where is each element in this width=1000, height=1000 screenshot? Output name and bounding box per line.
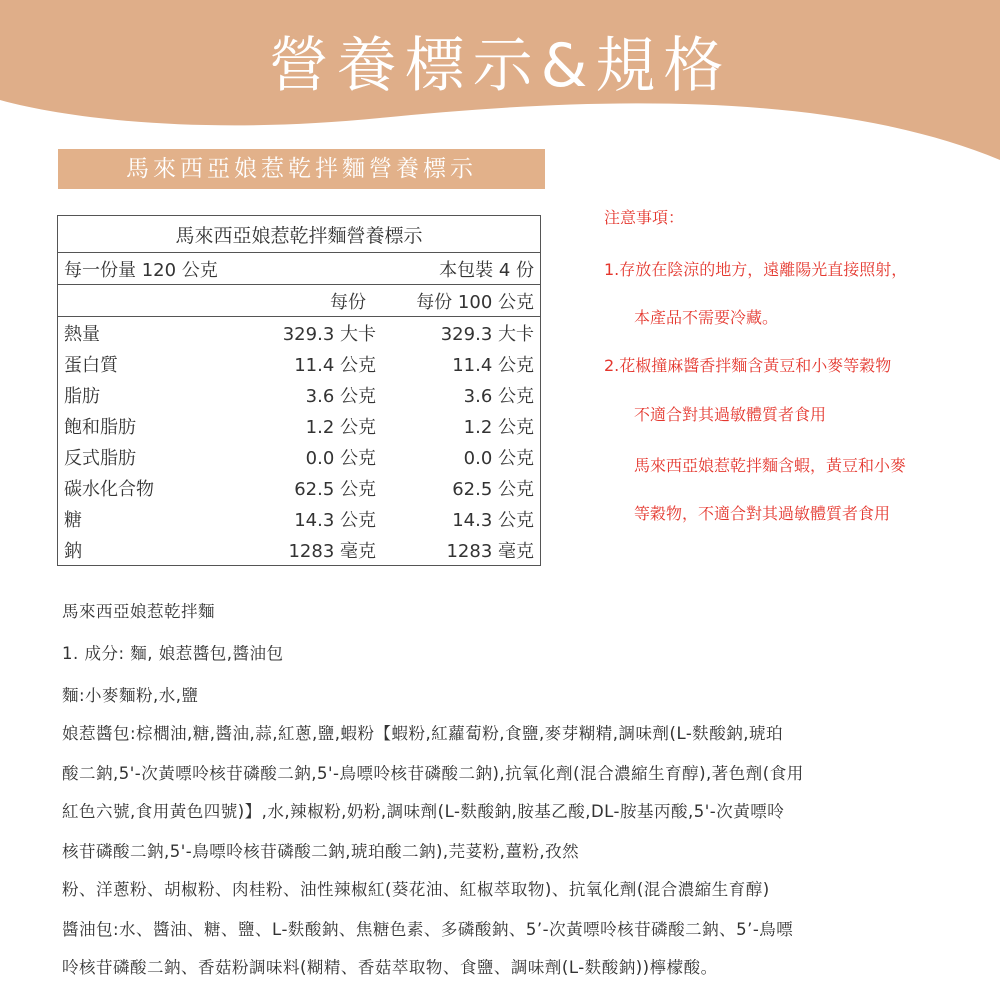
notes-heading: 注意事項：: [604, 208, 685, 227]
note-line: 馬來西亞娘惹乾拌麵含蝦，黃豆和小麥: [634, 456, 907, 475]
nutrient-name: 蛋白質: [64, 354, 118, 376]
note-line: 不適合對其過敏體質者食用: [634, 405, 827, 424]
per-serving-value: 14.3 公克: [294, 509, 376, 531]
per-serving-value: 11.4 公克: [294, 354, 376, 376]
note-line: 本產品不需要冷藏。: [634, 308, 779, 327]
table-row: [58, 348, 541, 379]
per-serving-value: 62.5 公克: [294, 478, 376, 500]
ingredients-line: 粉、洋蔥粉、胡椒粉、肉桂粉、油性辣椒紅(葵花油、紅椒萃取物)、抗氧化劑(混合濃縮生育醇): [62, 880, 770, 899]
column-header-per-serving: 每份: [220, 285, 380, 317]
per-100g-value: 329.3 大卡: [440, 323, 534, 345]
ingredients-line: 核苷磷酸二鈉,5'-鳥嘌呤核苷磷酸二鈉,琥珀酸二鈉),芫荽粉,薑粉,孜然: [62, 842, 580, 861]
per-serving-value: 329.3 大卡: [282, 323, 376, 345]
nutrition-title: 馬來西亞娘惹乾拌麵營養標示: [58, 216, 541, 253]
column-header-row: [58, 285, 541, 317]
nutrition-title-row: [58, 216, 541, 253]
per-100g-value: 3.6 公克: [463, 385, 534, 407]
ingredients-line: 醬油包:水、醬油、糖、鹽、L-麩酸鈉、焦糖色素、多磷酸鈉、5’-次黃嘌呤核苷磷酸二鈉、5’-鳥嘌: [62, 920, 794, 939]
per-100g-value: 0.0 公克: [463, 447, 534, 469]
note-line: 2.花椒撞麻醬香拌麵含黃豆和小麥等穀物: [604, 356, 892, 375]
table-row: [58, 534, 541, 566]
servings-per-package: 本包裝 4 份: [380, 253, 541, 285]
table-row: [58, 441, 541, 472]
per-100g-value: 1.2 公克: [463, 416, 534, 438]
ingredients-line: 1. 成分: 麵, 娘惹醬包,醬油包: [62, 644, 284, 663]
serving-row: [58, 253, 541, 285]
ingredients-line: 娘惹醬包:棕櫚油,糖,醬油,蒜,紅蔥,鹽,蝦粉【蝦粉,紅蘿蔔粉,食鹽,麥芽糊精,調味劑(L-麩酸鈉,琥珀: [62, 724, 784, 743]
nutrient-name: 糖: [64, 509, 82, 531]
per-100g-value: 14.3 公克: [452, 509, 534, 531]
product-name: 馬來西亞娘惹乾拌麵: [62, 602, 215, 621]
header-banner: [0, 0, 1000, 170]
column-header-per-100g: 每份 100 公克: [380, 285, 541, 317]
per-serving-value: 3.6 公克: [305, 385, 376, 407]
nutrient-name: 反式脂肪: [64, 447, 136, 469]
table-row: [58, 379, 541, 410]
table-row: [58, 317, 541, 349]
ingredients-line: 麵:小麥麵粉,水,鹽: [62, 686, 199, 705]
nutrient-name: 鈉: [64, 540, 82, 562]
nutrient-name: 熱量: [64, 323, 100, 345]
per-100g-value: 62.5 公克: [452, 478, 534, 500]
page-title: 營養標示&規格: [268, 31, 732, 101]
per-serving-value: 1283 毫克: [288, 540, 376, 562]
column-header-blank: [58, 285, 221, 317]
note-line: 1.存放在陰涼的地方，遠離陽光直接照射，: [604, 260, 908, 279]
ingredients-line: 呤核苷磷酸二鈉、香菇粉調味料(糊精、香菇萃取物、食鹽、調味劑(L-麩酸鈉))檸檬酸。: [62, 958, 718, 977]
table-row: [58, 410, 541, 441]
nutrient-name: 飽和脂肪: [64, 416, 136, 438]
per-100g-value: 1283 毫克: [446, 540, 534, 562]
section-label: 馬來西亞娘惹乾拌麵營養標示: [58, 149, 545, 189]
per-serving-value: 1.2 公克: [305, 416, 376, 438]
ingredients-line: 酸二鈉,5'-次黃嘌呤核苷磷酸二鈉,5'-鳥嘌呤核苷磷酸二鈉),抗氧化劑(混合濃縮生育醇),著色劑(食用: [62, 764, 804, 783]
table-row: [58, 503, 541, 534]
ingredients-line: 紅色六號,食用黃色四號)】,水,辣椒粉,奶粉,調味劑(L-麩酸鈉,胺基乙酸,DL-胺基丙酸,5'-次黃嘌呤: [62, 802, 785, 821]
nutrient-name: 脂肪: [64, 385, 100, 407]
per-serving-value: 0.0 公克: [305, 447, 376, 469]
per-100g-value: 11.4 公克: [452, 354, 534, 376]
nutrition-table: [57, 215, 541, 566]
nutrient-name: 碳水化合物: [64, 478, 154, 500]
table-row: [58, 472, 541, 503]
serving-size: 每一份量 120 公克: [58, 253, 381, 285]
note-line: 等穀物，不適合對其過敏體質者食用: [634, 504, 891, 523]
